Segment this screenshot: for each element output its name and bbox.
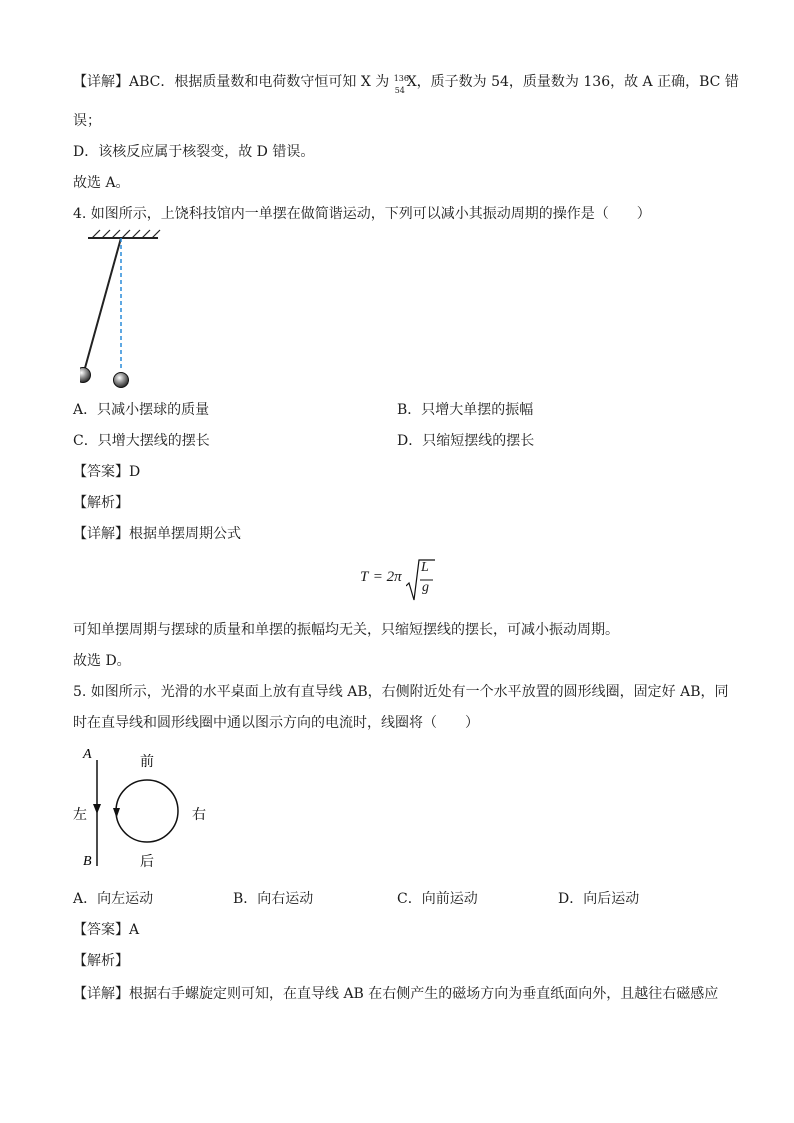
ceiling-hatch: [88, 230, 160, 238]
detail-tag: 【详解】: [73, 526, 129, 542]
pendulum-bob-equilibrium: [114, 373, 129, 388]
q4-detail-text: 根据单摆周期公式: [129, 526, 241, 542]
detail-tag: 【详解】: [73, 74, 129, 90]
wire-end-b-label: B: [83, 854, 92, 869]
nuclide-symbol: X: [406, 74, 417, 90]
q4-option-d: D．只缩短摆线的摆长: [397, 433, 535, 449]
q3-detail-continuation: 误；: [73, 113, 101, 129]
q3-final-choice: 故选 A。: [73, 175, 130, 191]
wire-and-coil-figure: [68, 742, 218, 872]
q5-analysis-heading: 【解析】: [73, 953, 129, 969]
q4-option-b: B．只增大单摆的振幅: [397, 402, 534, 418]
q4-conclusion: 可知单摆周期与摆球的质量和单摆的振幅均无关，只缩短摆线的摆长，可减小振动周期。: [73, 622, 619, 638]
pendulum-period-formula: [360, 556, 440, 602]
q4-option-c: C．只增大摆线的摆长: [73, 433, 210, 449]
formula-period-symbol: T: [360, 569, 369, 585]
q5-detail-line: [73, 985, 718, 1003]
formula-denominator-gravity: g: [422, 580, 429, 595]
q4-detail-line: [73, 525, 241, 543]
pendulum-bob-displaced: [80, 368, 91, 383]
nuclide-mass-number: 136: [393, 74, 409, 83]
q5-stem-line-2: 时在直导线和圆形线圈中通以图示方向的电流时，线圈将（ ）: [73, 715, 479, 731]
nuclide-notation: [393, 73, 409, 95]
q5-stem-line-1: 5. 如图所示，光滑的水平桌面上放有直导线 AB，右侧附近处有一个水平放置的圆形线圈，固定好 AB，同: [73, 684, 729, 700]
pendulum-figure: [80, 226, 170, 396]
q3-detail-text-a: ABC．根据质量数和电荷数守恒可知 X 为: [129, 74, 390, 90]
answer-value: A: [129, 922, 140, 938]
pendulum-string: [85, 238, 121, 368]
direction-back-label: 后: [140, 855, 154, 870]
coil-current-arrow-icon: [113, 808, 120, 818]
q4-stem: 4. 如图所示，上饶科技馆内一单摆在做简谐运动，下列可以减小其振动周期的操作是（ ）: [73, 206, 651, 222]
direction-front-label: 前: [140, 755, 154, 770]
q5-option-d: D．向后运动: [558, 891, 640, 907]
nuclide-charge-number: 54: [394, 86, 405, 95]
detail-tag: 【详解】: [73, 986, 129, 1002]
formula-equals-two-pi: = 2π: [369, 569, 402, 585]
q5-detail-text: 根据右手螺旋定则可知，在直导线 AB 在右侧产生的磁场方向为垂直纸面向外，且越往右磁感应: [129, 986, 719, 1002]
wire-current-arrow-icon: [93, 804, 101, 814]
q3-option-d-analysis: D．该核反应属于核裂变，故 D 错误。: [73, 144, 315, 160]
wire-end-a-label: A: [83, 747, 92, 762]
q5-option-a: A．向左运动: [73, 891, 154, 907]
q5-answer: [73, 921, 139, 939]
q4-option-a: A．只减小摆球的质量: [73, 402, 210, 418]
answer-value: D: [129, 464, 141, 480]
q4-analysis-heading: 【解析】: [73, 495, 129, 511]
direction-right-label: 右: [192, 808, 206, 823]
direction-left-label: 左: [73, 808, 87, 823]
formula-numerator-length: L: [421, 560, 429, 575]
q4-final-choice: 故选 D。: [73, 653, 131, 669]
q5-option-c: C．向前运动: [397, 891, 478, 907]
q3-detail-line: [73, 73, 739, 95]
circular-coil: [116, 780, 178, 842]
answer-tag: 【答案】: [73, 464, 129, 480]
q5-option-b: B．向右运动: [233, 891, 314, 907]
q3-detail-text-b: ，质子数为 54，质量数为 136，故 A 正确，BC 错: [416, 74, 739, 90]
answer-tag: 【答案】: [73, 922, 129, 938]
q4-answer: [73, 463, 140, 481]
